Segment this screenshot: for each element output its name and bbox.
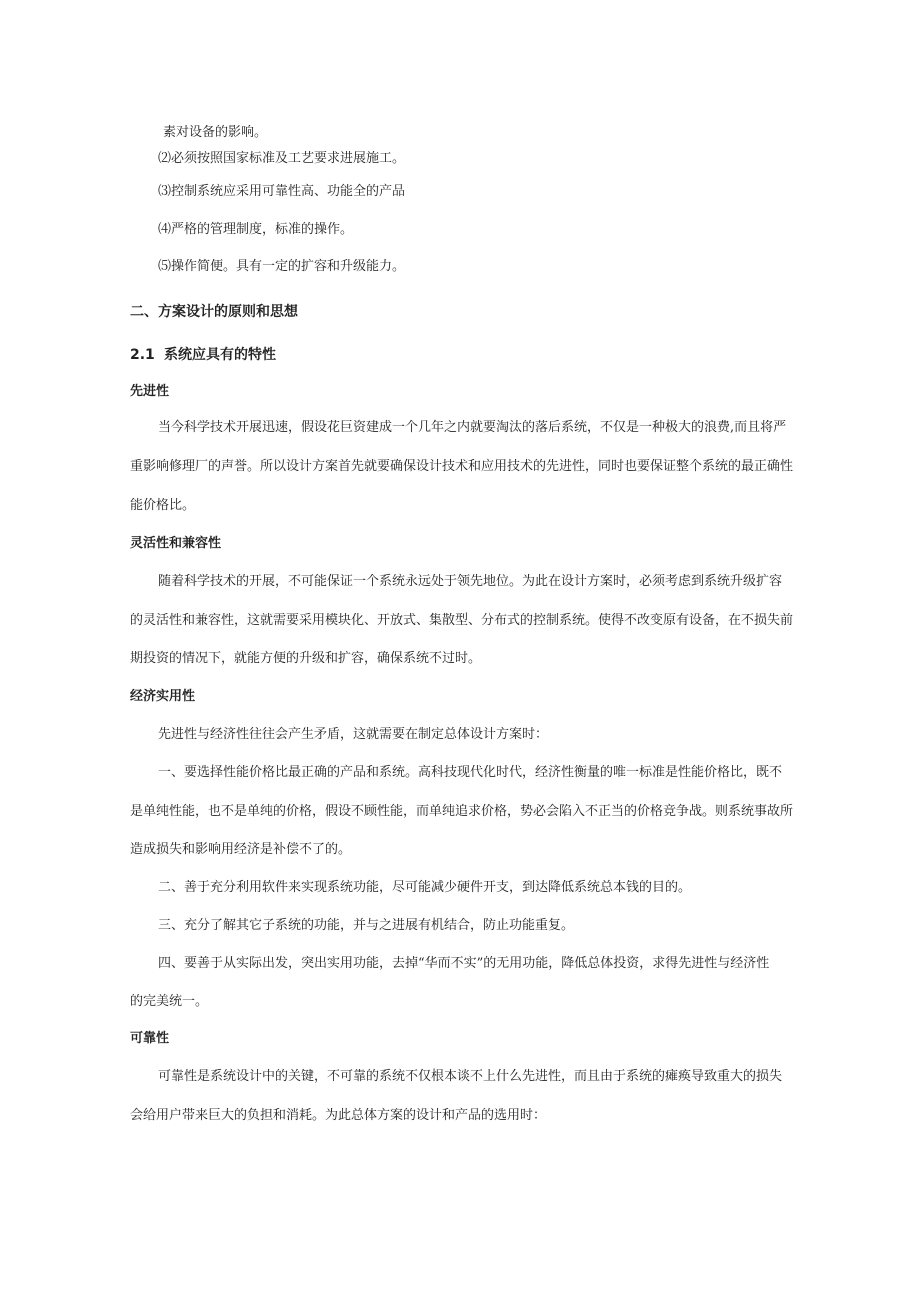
section-title: 二、方案设计的原则和思想 bbox=[130, 304, 298, 320]
paragraph-line: 三、充分了解其它子系统的功能，并与之进展有机结合，防止功能重复。 bbox=[158, 918, 575, 933]
heading-flexible: 灵活性和兼容性 bbox=[130, 536, 222, 551]
paragraph-line: 当今科学技术开展迅速，假设花巨资建成一个几年之内就要淘汰的落后系统，不仅是一种极大的浪费,而且将严 bbox=[158, 420, 787, 435]
paragraph-line: 可靠性是系统设计中的关键，不可靠的系统不仅根本谈不上什么先进性，而且由于系统的瘫痪导致重大的损失 bbox=[158, 1069, 783, 1084]
paragraph-line: 的完美统一。 bbox=[130, 994, 209, 1009]
heading-economy: 经济实用性 bbox=[130, 689, 196, 704]
paragraph-line: 随着科学技术的开展，不可能保证一个系统永远处于领先地位。为此在设计方案时，必须考虑到系统升级扩容 bbox=[158, 574, 783, 589]
paragraph-line: 会给用户带来巨大的负担和消耗。为此总体方案的设计和产品的选用时： bbox=[130, 1108, 547, 1123]
paragraph-line: 一、要选择性能价格比最正确的产品和系统。高科技现代化时代，经济性衡量的唯一标准是性能价格比，既不 bbox=[158, 765, 783, 780]
heading-reliability: 可靠性 bbox=[130, 1031, 170, 1046]
paragraph-line: 期投资的情况下，就能方便的升级和扩容，确保系统不过时。 bbox=[130, 651, 482, 666]
paragraph-line: 重影响修理厂的声誉。所以设计方案首先就要确保设计技术和应用技术的先进性，同时也要保证整个系统的最正确性 bbox=[130, 459, 794, 474]
list-item: ⑸操作简便。具有一定的扩容和升级能力。 bbox=[158, 259, 406, 274]
paragraph-line: 的灵活性和兼容性，这就需要采用模块化、开放式、集散型、分布式的控制系统。使得不改变原有设备，在不损失前 bbox=[130, 613, 794, 628]
intro-continuation: 素对设备的影响。 bbox=[163, 125, 268, 140]
list-item: ⑶控制系统应采用可靠性高、功能全的产品 bbox=[158, 184, 406, 199]
paragraph-line: 能价格比。 bbox=[130, 498, 196, 513]
subsection-number: 2.1 bbox=[130, 347, 155, 363]
heading-advanced: 先进性 bbox=[130, 384, 170, 399]
list-item: ⑵必须按照国家标准及工艺要求进展施工。 bbox=[158, 151, 406, 166]
paragraph-line: 先进性与经济性往往会产生矛盾，这就需要在制定总体设计方案时： bbox=[158, 727, 549, 742]
paragraph-line: 四、要善于从实际出发，突出实用功能，去掉“华而不实”的无用功能，降低总体投资，求得先进性与经济性 bbox=[158, 956, 770, 971]
paragraph-line: 是单纯性能，也不是单纯的价格，假设不顾性能，而单纯追求价格，势必会陷入不正当的价格竞争战。则系统事故所 bbox=[130, 804, 794, 819]
list-item: ⑷严格的管理制度，标准的操作。 bbox=[158, 222, 354, 237]
subsection-title: 系统应具有的特性 bbox=[164, 347, 276, 363]
paragraph-line: 二、善于充分利用软件来实现系统功能，尽可能减少硬件开支，到达降低系统总本钱的目的。 bbox=[158, 880, 692, 895]
paragraph-line: 造成损失和影响用经济是补偿不了的。 bbox=[130, 842, 352, 857]
